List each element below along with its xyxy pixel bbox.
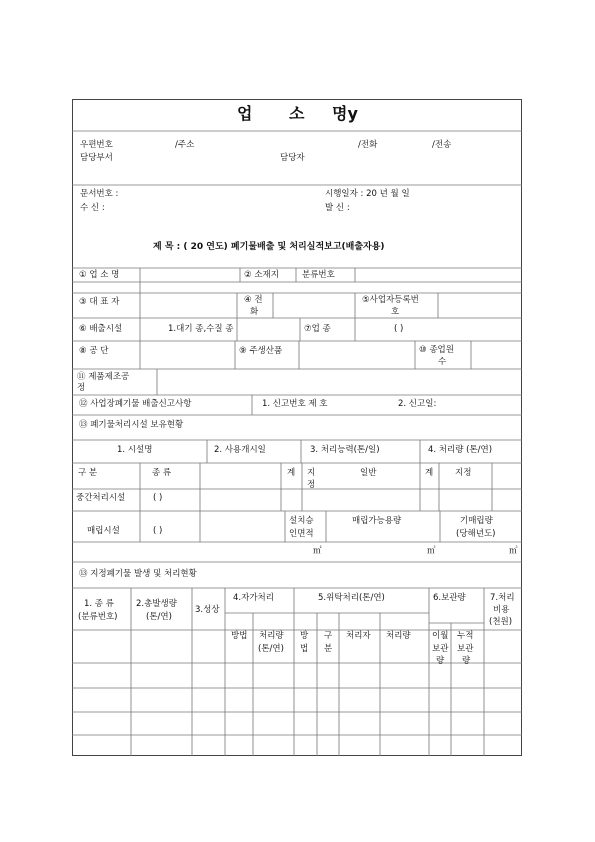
self-amount-header-1: 처리량 [259,631,284,641]
postcode-label: 우편번호 [80,140,113,150]
general-header: 일반 [360,468,377,478]
main-product-label: ⑨ 주생산품 [239,346,283,356]
total-generation-header-2: (톤/연) [146,612,172,622]
unit-m3-b: ㎥ [509,546,518,556]
title-char-1: 업 [237,104,253,123]
designated-header-1b: 정 [307,480,316,490]
out-method-header-2: 법 [300,644,309,654]
section14-title: ⑬ 지정폐기물 발생 및 처리현황 [79,569,197,579]
landfill-label: 매립시설 [87,526,120,536]
report-date-label: 2. 신고일: [398,399,437,409]
business-name-label: ① 업 소 명 [79,270,120,280]
filled-amount-label-1: 기매립량 [460,516,493,526]
landfill-capacity-label: 매립가능용량 [352,516,402,526]
address-label: /주소 [175,140,195,150]
tel-label-1: ④ 전 [244,295,263,305]
out-handler-header: 처리자 [346,631,371,641]
type-header: 종 류 [152,468,172,478]
self-amount-header-2: (톤/연) [258,644,284,654]
treatment-cost-header-1: 7.처리 [490,593,515,603]
facility-label: ⑥ 배출시설 [79,324,123,334]
process-label-2: 정 [77,383,86,393]
reg-number-label-1: ⑤사업자등록번 [362,295,419,305]
carryover-storage-header-1: 이월 [432,631,449,641]
filled-amount-label-2: (당해년도) [456,529,496,539]
department-label: 담당부서 [80,153,113,163]
person-in-charge-label: 담당자 [280,153,305,163]
employees-label-1: ⑩ 종업원 [419,345,454,355]
approved-area-label-1: 설치승 [289,516,314,526]
representative-label: ③ 대 표 자 [79,297,120,307]
outsourced-treatment-header: 5.위탁처리(톤/연) [318,593,385,603]
report-label: ⑫ 사업장폐기물 배출신고사항 [79,399,192,409]
out-category-header-2: 분 [324,644,333,654]
unit-m3-a: ㎥ [427,546,436,556]
reg-number-label-2: 호 [391,307,400,317]
facility-name-header: 1. 시설명 [117,445,153,455]
employees-label-2: 수 [438,357,447,367]
self-treatment-header: 4.자가처리 [233,593,274,603]
property-header: 3.성상 [195,605,220,615]
subject-line: 제 목 : ( 20 연도) 폐기물배출 및 처리실적보고(배출자용) [153,242,385,252]
storage-header: 6.보관량 [433,593,466,603]
out-amount-header: 처리량 [386,631,411,641]
intermediate-facility-label: 중간처리시설 [76,493,126,503]
industry-label: ⑦업 종 [304,324,331,334]
waste-type-header-2: (분류번호) [78,612,118,622]
phone-label: /전화 [358,140,378,150]
report-number-label: 1. 신고번호 제 호 [262,399,328,409]
throughput-header: 4. 처리량 (톤/연) [428,445,493,455]
treatment-cost-header-3: (천원) [489,617,513,627]
cumulative-storage-header-1: 누적 [457,631,474,641]
capacity-header: 3. 처리능력(톤/일) [310,445,380,455]
category-header: 구 분 [78,468,98,478]
sender-label: 발 신 : [325,203,350,213]
facility-value: 1.대기 종,수질 종 [168,324,234,334]
carryover-storage-header-3: 량 [436,656,445,666]
total-header-1: 계 [287,468,296,478]
title-char-2: 소 [289,104,305,123]
class-number-label: 분류번호 [302,270,335,280]
cumulative-storage-header-3: 량 [462,656,471,666]
date-label: 시행일자 : 20 년 월 일 [325,189,410,199]
section13-title: ⑬ 폐기물처리시설 보유현황 [79,420,184,430]
treatment-cost-header-2: 비용 [493,605,510,615]
approved-area-label-2: 인면적 [289,529,314,539]
intermediate-paren: ( ) [153,493,163,503]
location-label: ② 소재지 [244,270,279,280]
total-header-2: 계 [425,468,434,478]
self-method-header: 방법 [231,631,248,641]
recipient-label: 수 신 : [80,203,105,213]
doc-number-label: 문서번호 : [80,189,119,199]
process-label-1: ⑪ 제품제조공 [77,372,130,382]
designated-header-1a: 지 [307,468,316,478]
designated-header-2: 지정 [455,468,472,478]
landfill-paren: ( ) [153,526,163,536]
start-date-header: 2. 사용개시일 [214,445,266,455]
total-generation-header-1: 2.총발생량 [136,599,177,609]
out-method-header-1: 방 [300,631,309,641]
industry-paren: ( ) [394,324,404,334]
title-char-3: 명y [332,104,358,123]
cumulative-storage-header-2: 보관 [457,644,474,654]
complex-label: ⑧ 공 단 [79,346,109,356]
unit-m2: ㎡ [313,546,322,556]
tel-label-2: 화 [250,307,259,317]
fax-label: /전송 [432,140,452,150]
carryover-storage-header-2: 보관 [432,644,449,654]
waste-type-header-1: 1. 종 류 [84,599,114,609]
out-category-header-1: 구 [324,631,333,641]
